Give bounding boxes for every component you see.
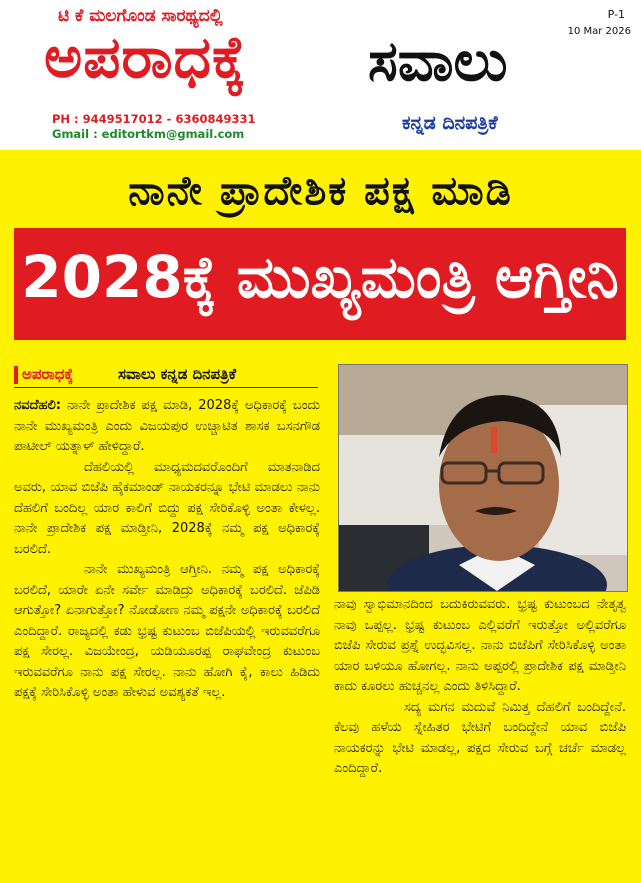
byline-red-text: ಅಪರಾಧಕ್ಕೆ (22, 365, 74, 383)
page-number: P-1 (607, 8, 625, 21)
contact-info (52, 112, 255, 142)
masthead (0, 0, 641, 150)
article-column-left (14, 396, 320, 704)
issue-date: 10 Mar 2026 (567, 26, 631, 37)
politician-photo (338, 364, 628, 592)
masthead-title-black: ಸವಾಲು (368, 29, 508, 94)
masthead-subtitle: ಕನ್ನಡ ದಿನಪತ್ರಿಕೆ (402, 112, 498, 134)
headline-line-1: ನಾನೇ ಪ್ರಾದೇಶಿಕ ಪಕ್ಷ ಮಾಡಿ (128, 168, 513, 214)
masthead-title-red: ಅಪರಾಧಕ್ಕೆ (44, 23, 247, 91)
article-paragraph-3: ನಾನೇ ಮುಖ್ಯಮಂತ್ರಿ ಆಗ್ತೀನಿ. ನಮ್ಮ ಪಕ್ಷ ಅಧಿಕಾರಕ್ಕೆ ಬರಲಿದೆ, ಯಾರೇ ಏನೇ ಸರ್ವೇ ಮಾಡಿದ್ರು ಅಧಿಕಾರಕ್ಕೆ ಬರಲಿದೆ. ಜೆಪಿಡಿ ಆಗುತ್ತೋ? ಏನಾಗುತ್ತೋ? ನೋಡೋಣ ನಮ್ಮ ಪಕ್ಷನೇ ಅಧಿಕಾರಕ್ಕೆ ಬರಲಿದೆ ಎಂದಿದ್ದಾರೆ. ರಾಜ್ಯದಲ್ಲಿ ಕಡು ಭ್ರಷ್ಟ ಕುಟುಂಬ ಬಿಜೆಪಿಯಲ್ಲಿ ಇರುವವರೆಗೂ ಪಕ್ಷ ಸೇರಲ್ಲ. ವಿಜಯೇಂದ್ರ, ಯಡಿಯೂರಪ್ಪ ರಾಘವೇಂದ್ರ ಕುಟುಂಬ ಇರುವವರೆಗೂ ನಾನು ಪಕ್ಷ ಸೇರಲ್ಲ. ನಾನು ಹೋಗಿ ಕೈ, ಕಾಲು ಹಿಡಿದು ಪಕ್ಷಕ್ಕೆ ಸೇರಿಸಿಕೊಳ್ಳಿ ಅಂತಾ ಹೇಳುವ ಅವಶ್ಯಕತೆ ಇಲ್ಲ. (14, 562, 320, 700)
article-paragraph-2: ದೆಹಲಿಯಲ್ಲಿ ಮಾಧ್ಯಮದವರೊಂದಿಗೆ ಮಾತನಾಡಿದ ಅವರು, ಯಾವ ಬಿಜೆಪಿ ಹೈಕಮಾಂಡ್ ನಾಯಕರನ್ನೂ ಭೇಟಿ ಮಾಡಲು ನಾನು ದೆಹಲಿಗೆ ಬಂದಿಲ್ಲ ಯಾರ ಕಾಲಿಗೆ ಬಿದ್ದು ಪಕ್ಷ ಸೇರಿಕೊಳ್ಳಿ ಅಂತಾ ಕೇಳಲ್ಲ. ನಾನೇ ಪ್ರಾದೇಶಿಕ ಪಕ್ಷ ಮಾಡ್ತೀನಿ, 2028ಕ್ಕೆ ನಮ್ಮ ಪಕ್ಷ ಅಧಿಕಾರಕ್ಕೆ ಬರಲಿದೆ. (14, 459, 320, 557)
paragraph-1-text: ನಾನೇ ಪ್ರಾದೇಶಿಕ ಪಕ್ಷ ಮಾಡಿ, 2028ಕ್ಕೆ ಅಧಿಕಾರಕ್ಕೆ ಬಂದು ನಾನೇ ಮುಖ್ಯಮಂತ್ರಿ ಎಂದು ವಿಜಯಪುರ ಉಚ್ಚಾಟಿತ ಶಾಸಕ ಬಸನಗೌಡ ಪಾಟೀಲ್ ಯತ್ನಾಳ್ ಹೇಳಿದ್ದಾರೆ. (14, 398, 320, 454)
article-paragraph-5: ಸದ್ಯ ಮಗನ ಮದುವೆ ನಿಮಿತ್ತ ದೆಹಲಿಗೆ ಬಂದಿದ್ದೇನೆ. ಕೆಲವು ಹಳೆಯ ಸ್ನೇಹಿತರ ಭೇಟಿಗೆ ಬಂದಿದ್ದೇನೆ ಯಾವ ಬಿಜೆಪಿ ನಾಯಕರನ್ನು ಭೇಟಿ ಮಾಡಲ್ಲ, ಪಕ್ಷದ ಸೇರುವ ಬಗ್ಗೆ ಚರ್ಚೆ ಮಾಡಲ್ಲ ಎಂದಿದ್ದಾರೆ. (334, 699, 626, 776)
byline-marker (14, 366, 18, 384)
headline-line-2: 2028ಕ್ಕೆ ಮುಖ್ಯಮಂತ್ರಿ ಆಗ್ತೀನಿ (21, 243, 619, 311)
dateline: ನವದೆಹಲಿ: (14, 398, 61, 413)
article-paragraph-1 (14, 396, 320, 458)
masthead-tagline: ಟಿ ಕೆ ಮಲಗೊಂಡ ಸಾರಥ್ಯದಲ್ಲಿ (58, 6, 223, 26)
phone-number: PH : 9449517012 - 6360849331 (52, 112, 256, 126)
byline (14, 363, 318, 388)
photo-illustration (339, 365, 627, 591)
email-address: Gmail : editortkm@gmail.com (52, 127, 245, 141)
byline-black-text: ಸವಾಲು ಕನ್ನಡ ದಿನಪತ್ರಿಕೆ (118, 365, 237, 383)
article-column-right (334, 595, 626, 780)
article-paragraph-4: ನಾವು ಸ್ವಾಭಿಮಾನದಿಂದ ಬದುಕಿರುವವರು. ಭ್ರಷ್ಟ ಕುಟುಂಬದ ನೇತೃತ್ವ ನಾವು ಒಪ್ಪಲ್ಲ. ಭ್ರಷ್ಟ ಕುಟುಂಬ ಎಲ್ಲಿವರೆಗೆ ಇರುತ್ತೋ ಅಲ್ಲಿವರೆಗೂ ಬಿಜೆಪಿ ಸೇರುವ ಪ್ರಶ್ನೆ ಉದ್ಭವಿಸಲ್ಲ. ನಾನು ಬಿಜೆಪಿಗೆ ಸೇರಿಸಿಕೊಳ್ಳಿ ಅಂತಾ ಯಾರ ಬಳಿಯೂ ಹೋಗಲ್ಲ. ನಾನು ಅಪ್ಪರಲ್ಲಿ ಪ್ರಾದೇಶಿಕ ಪಕ್ಷ ಮಾಡ್ತೀನಿ ಕಾದು ಕೂರಲು ಹುಚ್ಚನಲ್ಲ ಎಂದು ತಿಳಿಸಿದ್ದಾರೆ. (334, 597, 626, 694)
